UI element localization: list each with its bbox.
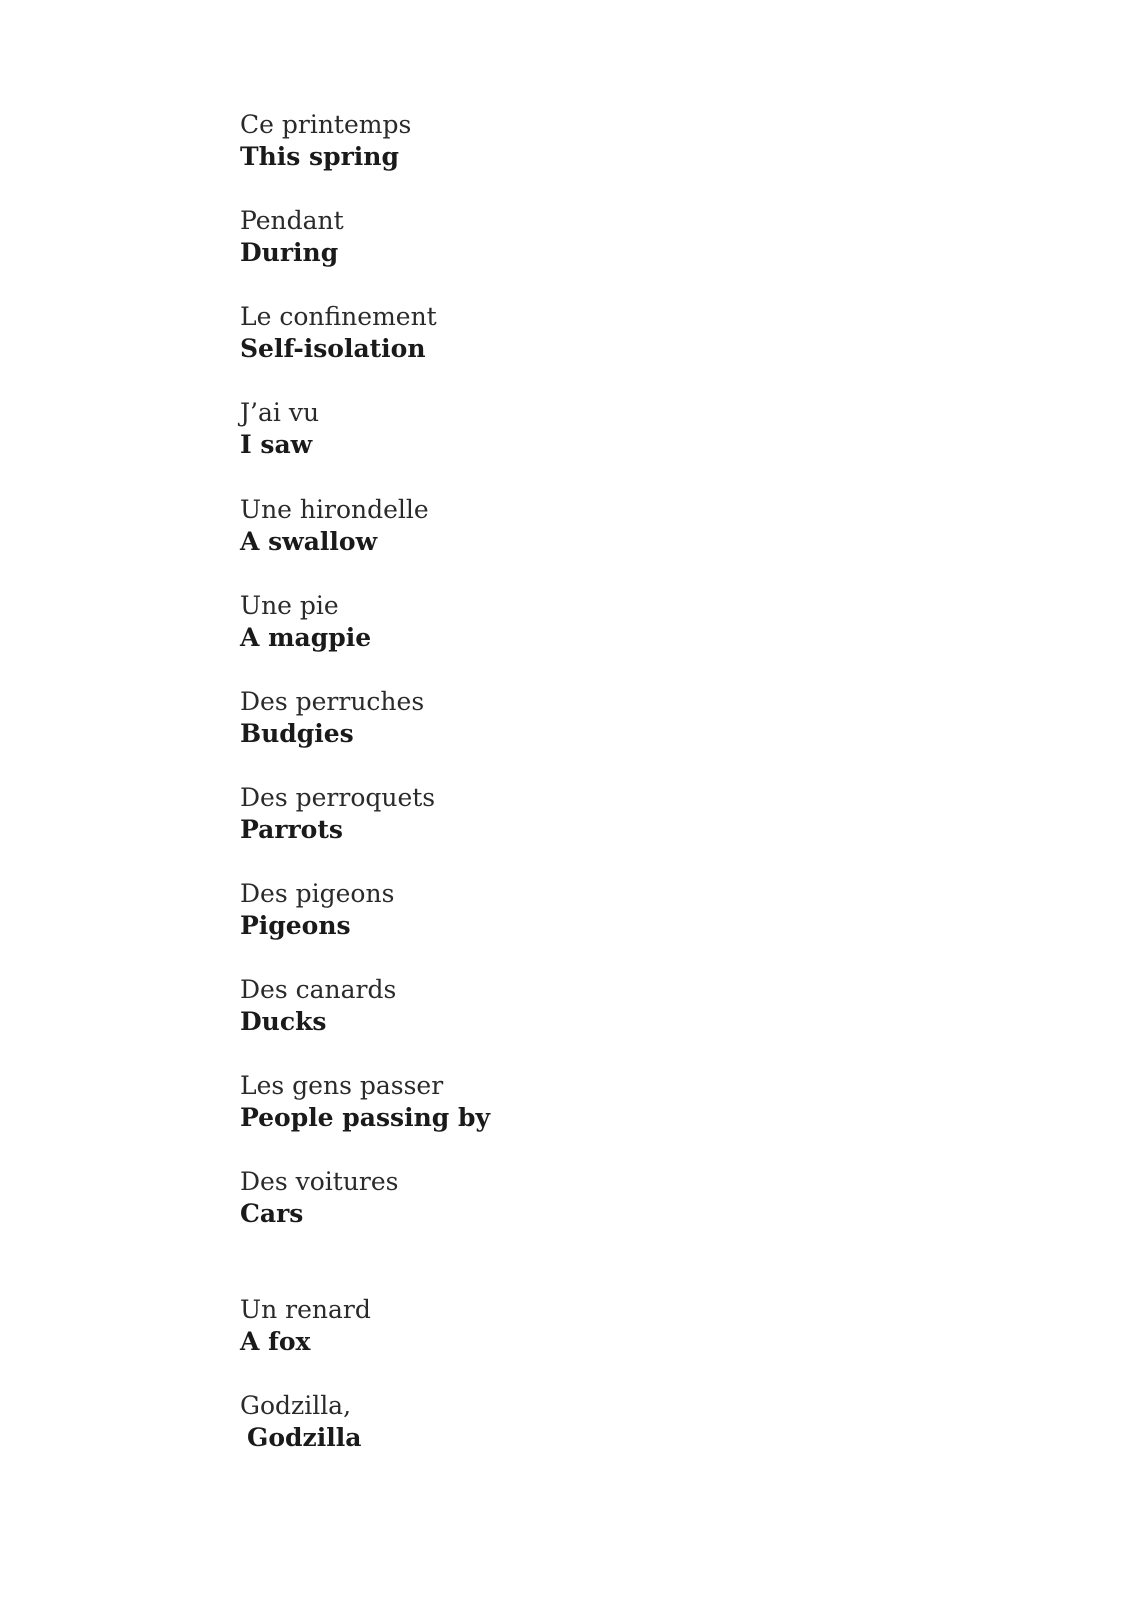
english-line: Self-isolation <box>240 334 426 363</box>
stanza-6 <box>240 590 371 654</box>
french-line: Des pigeons <box>240 879 395 908</box>
english-line: Godzilla <box>247 1423 362 1452</box>
english-line: People passing by <box>240 1103 490 1132</box>
english-line: During <box>240 238 339 267</box>
stanza-4 <box>240 397 319 461</box>
english-line: Parrots <box>240 815 343 844</box>
english-line: Cars <box>240 1199 304 1228</box>
french-line: Pendant <box>240 206 344 235</box>
french-line: J’ai vu <box>240 398 320 427</box>
stanza-1 <box>240 109 411 173</box>
english-line: A magpie <box>240 623 372 652</box>
stanza-14 <box>240 1390 361 1454</box>
english-line: This spring <box>240 142 399 171</box>
stanza-5 <box>240 494 429 558</box>
stanza-13 <box>240 1294 371 1358</box>
stanza-3 <box>240 301 437 365</box>
english-line: A fox <box>240 1327 311 1356</box>
english-line: Ducks <box>240 1007 327 1036</box>
french-line: Une hirondelle <box>240 495 429 524</box>
stanza-8 <box>240 782 435 846</box>
french-line: Les gens passer <box>240 1071 444 1100</box>
french-line: Des voitures <box>240 1167 399 1196</box>
french-line: Une pie <box>240 591 339 620</box>
french-line: Des perruches <box>240 687 425 716</box>
stanza-11 <box>240 1070 490 1134</box>
french-line: Godzilla, <box>240 1391 352 1420</box>
stanza-9 <box>240 878 394 942</box>
french-line: Le confinement <box>240 302 437 331</box>
french-line: Ce printemps <box>240 110 412 139</box>
english-line: A swallow <box>240 527 378 556</box>
stanza-10 <box>240 974 396 1038</box>
stanza-2 <box>240 205 344 269</box>
french-line: Un renard <box>240 1295 371 1324</box>
english-line: Pigeons <box>240 911 351 940</box>
stanza-12 <box>240 1166 399 1230</box>
stanza-7 <box>240 686 424 750</box>
french-line: Des perroquets <box>240 783 436 812</box>
english-line: Budgies <box>240 719 354 748</box>
english-line: I saw <box>240 430 313 459</box>
french-line: Des canards <box>240 975 397 1004</box>
